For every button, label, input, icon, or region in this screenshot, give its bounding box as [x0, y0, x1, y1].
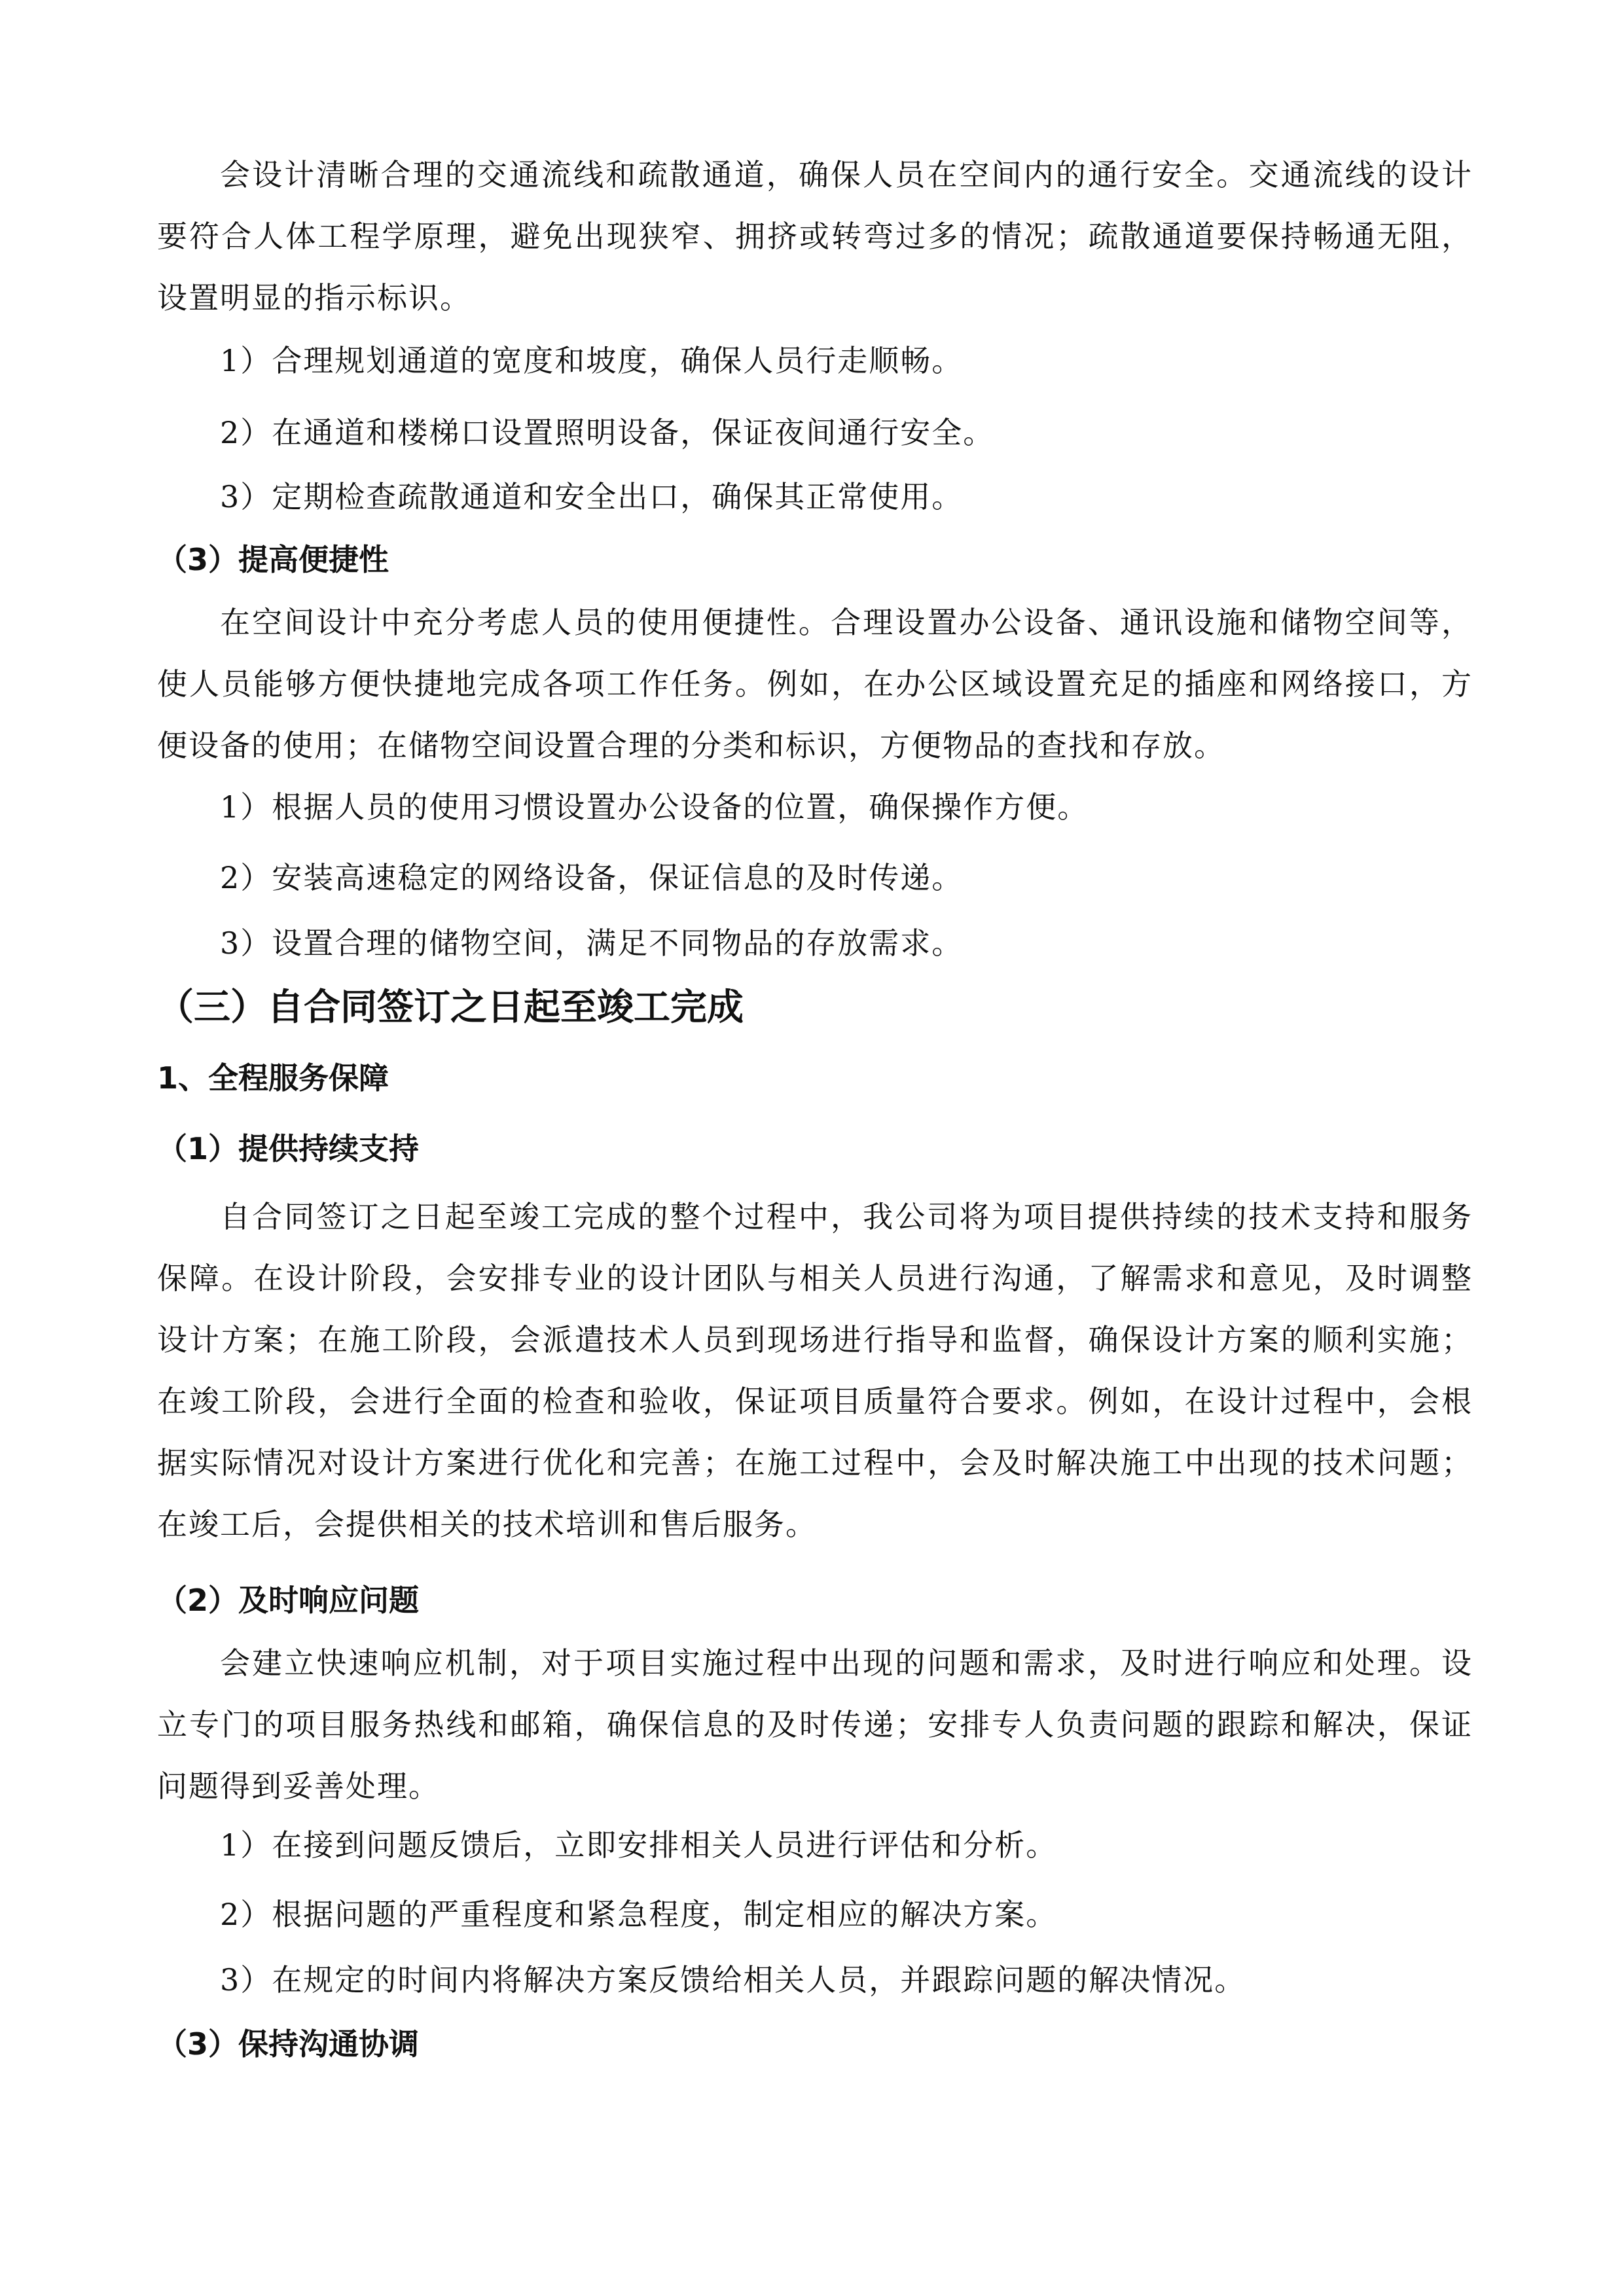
list-item: 3）定期检查疏散通道和安全出口，确保其正常使用。: [220, 479, 964, 514]
list-item: 3）设置合理的储物空间，满足不同物品的存放需求。: [220, 925, 964, 961]
paragraph-convenience: 在空间设计中充分考虑人员的使用便捷性。合理设置办公设备、通讯设施和储物空间等，使人员能够方便快捷地完成各项工作任务。例如，在办公区域设置充足的插座和网络接口，方便设备的使用；在储物空间设置合理的分类和标识，方便物品的查找和存放。: [157, 605, 1473, 763]
list-item: 2）安装高速稳定的网络设备，保证信息的及时传递。: [220, 860, 964, 895]
heading-support: （1）提供持续支持: [157, 1131, 420, 1166]
list-item: 2）根据问题的严重程度和紧急程度，制定相应的解决方案。: [220, 1897, 1058, 1932]
paragraph-traffic-flow: 会设计清晰合理的交通流线和疏散通道，确保人员在空间内的通行安全。交通流线的设计要符合人体工程学原理，避免出现狭窄、拥挤或转弯过多的情况；疏散通道要保持畅通无阻，设置明显的指示标识。: [157, 157, 1473, 315]
list-item: 3）在规定的时间内将解决方案反馈给相关人员，并跟踪问题的解决情况。: [220, 1962, 1246, 1998]
paragraph-response: 会建立快速响应机制，对于项目实施过程中出现的问题和需求，及时进行响应和处理。设立专门的项目服务热线和邮箱，确保信息的及时传递；安排专人负责问题的跟踪和解决，保证问题得到妥善处理。: [157, 1645, 1473, 1804]
subsection-title: 1、全程服务保障: [157, 1060, 389, 1096]
heading-convenience: （3）提高便捷性: [157, 542, 389, 577]
heading-communication: （3）保持沟通协调: [157, 2026, 420, 2062]
section-title: （三）自合同签订之日起至竣工完成: [157, 986, 744, 1029]
paragraph-support: 自合同签订之日起至竣工完成的整个过程中，我公司将为项目提供持续的技术支持和服务保障。在设计阶段，会安排专业的设计团队与相关人员进行沟通，了解需求和意见，及时调整设计方案；在施工阶段，会派遣技术人员到现场进行指导和监督，确保设计方案的顺利实施；在竣工阶段，会进行全面的检查和验收，保证项目质量符合要求。例如，在设计过程中，会根据实际情况对设计方案进行优化和完善；在施工过程中，会及时解决施工中出现的技术问题；在竣工后，会提供相关的技术培训和售后服务。: [157, 1199, 1473, 1542]
list-item: 1）根据人员的使用习惯设置办公设备的位置，确保操作方便。: [220, 789, 1089, 825]
list-item: 1）合理规划通道的宽度和坡度，确保人员行走顺畅。: [220, 343, 964, 378]
list-item: 1）在接到问题反馈后，立即安排相关人员进行评估和分析。: [220, 1827, 1058, 1863]
heading-response: （2）及时响应问题: [157, 1583, 420, 1618]
list-item: 2）在通道和楼梯口设置照明设备，保证夜间通行安全。: [220, 415, 995, 450]
